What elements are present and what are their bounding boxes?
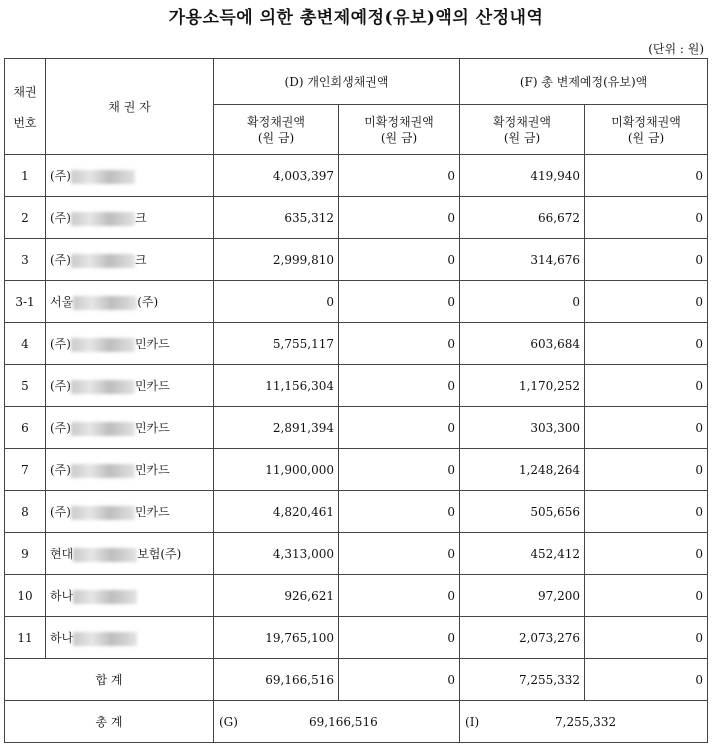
d-confirmed-header: 확정채권액 (원 금) xyxy=(214,105,339,155)
d-unconfirmed-amount: 0 xyxy=(339,323,460,365)
creditor-no: 3-1 xyxy=(5,281,46,323)
f-confirmed-amount: 603,684 xyxy=(460,323,585,365)
f-unconfirmed-amount: 0 xyxy=(585,323,708,365)
creditor-name-suffix: 민카드 xyxy=(134,337,170,351)
creditor-no: 9 xyxy=(5,533,46,575)
f-unconfirmed-amount: 0 xyxy=(585,491,708,533)
redacted-name xyxy=(71,254,135,268)
creditor-name xyxy=(46,449,214,491)
table-row xyxy=(5,239,708,281)
d-unconfirmed-amount: 0 xyxy=(339,239,460,281)
creditor-name-suffix: 크 xyxy=(134,253,147,267)
redacted-name xyxy=(73,548,137,562)
table-row xyxy=(5,575,708,617)
d-confirmed-amount: 0 xyxy=(214,281,339,323)
f-unconfirmed-amount: 0 xyxy=(585,533,708,575)
table-row xyxy=(5,491,708,533)
d-confirmed-amount: 11,900,000 xyxy=(214,449,339,491)
f-unconfirmed-amount: 0 xyxy=(585,407,708,449)
creditor-name-prefix: (주) xyxy=(50,337,71,351)
table-row xyxy=(5,197,708,239)
creditor-name-prefix: 하나 xyxy=(50,589,74,603)
d-unconfirmed-amount: 0 xyxy=(339,197,460,239)
d-confirmed-amount: 4,820,461 xyxy=(214,491,339,533)
redacted-name xyxy=(73,590,137,604)
creditor-name-prefix: (주) xyxy=(50,253,71,267)
creditor-no: 2 xyxy=(5,197,46,239)
redacted-name xyxy=(71,338,135,352)
d-confirmed-amount: 11,156,304 xyxy=(214,365,339,407)
total-i-value: 7,255,332 xyxy=(555,714,617,729)
redacted-name xyxy=(71,380,135,394)
creditor-name xyxy=(46,323,214,365)
table-row xyxy=(5,449,708,491)
d-unconfirmed-amount: 0 xyxy=(339,155,460,197)
creditor-no: 11 xyxy=(5,617,46,659)
d-unconfirmed-amount: 0 xyxy=(339,281,460,323)
table-row xyxy=(5,323,708,365)
d-confirmed-amount: 926,621 xyxy=(214,575,339,617)
f-unconfirmed-header: 미확정채권액 (원 금) xyxy=(585,105,708,155)
f-unconfirmed-amount: 0 xyxy=(585,281,708,323)
creditor-name xyxy=(46,491,214,533)
table-row xyxy=(5,407,708,449)
total-g-value: 69,166,516 xyxy=(309,714,378,729)
d-unconfirmed-amount: 0 xyxy=(339,449,460,491)
page-title: 가용소득에 의한 총변제예정(유보)액의 산정내역 xyxy=(168,8,544,28)
d-confirmed-amount: 5,755,117 xyxy=(214,323,339,365)
total-g xyxy=(214,701,460,743)
f-confirmed-amount: 1,248,264 xyxy=(460,449,585,491)
creditor-name-prefix: 하나 xyxy=(50,631,74,645)
table-row xyxy=(5,533,708,575)
d-confirmed-amount: 4,003,397 xyxy=(214,155,339,197)
table-row xyxy=(5,617,708,659)
subtotal-d-confirmed: 69,166,516 xyxy=(214,659,339,701)
creditor-name xyxy=(46,197,214,239)
f-confirmed-amount: 97,200 xyxy=(460,575,585,617)
total-g-tag: (G) xyxy=(219,714,238,729)
d-confirmed-amount: 2,891,394 xyxy=(214,407,339,449)
f-confirmed-amount: 314,676 xyxy=(460,239,585,281)
f-unconfirmed-amount: 0 xyxy=(585,197,708,239)
table-row xyxy=(5,281,708,323)
creditor-name-prefix: (주) xyxy=(50,421,71,435)
subtotal-d-unconfirmed: 0 xyxy=(339,659,460,701)
d-unconfirmed-amount: 0 xyxy=(339,365,460,407)
f-confirmed-amount: 0 xyxy=(460,281,585,323)
subtotal-f-confirmed: 7,255,332 xyxy=(460,659,585,701)
creditor-name-prefix: (주) xyxy=(50,169,71,183)
creditor-no: 10 xyxy=(5,575,46,617)
creditor-name-suffix: 민카드 xyxy=(134,463,170,477)
creditor-name-suffix: 보험(주) xyxy=(137,547,182,561)
creditor-name-prefix: 서울 xyxy=(50,295,74,309)
creditor-no: 5 xyxy=(5,365,46,407)
d-unconfirmed-amount: 0 xyxy=(339,407,460,449)
unit-label: (단위 : 원) xyxy=(648,42,704,56)
d-unconfirmed-header: 미확정채권액 (원 금) xyxy=(339,105,460,155)
d-confirmed-amount: 2,999,810 xyxy=(214,239,339,281)
f-confirmed-header: 확정채권액 (원 금) xyxy=(460,105,585,155)
f-unconfirmed-amount: 0 xyxy=(585,575,708,617)
d-confirmed-amount: 19,765,100 xyxy=(214,617,339,659)
total-i xyxy=(460,701,708,743)
total-row xyxy=(5,701,708,743)
f-confirmed-amount: 452,412 xyxy=(460,533,585,575)
creditor-name xyxy=(46,365,214,407)
repayment-table xyxy=(4,58,708,743)
creditor-name xyxy=(46,155,214,197)
d-unconfirmed-amount: 0 xyxy=(339,575,460,617)
redacted-name xyxy=(71,170,135,184)
total-label: 총 계 xyxy=(5,701,214,743)
total-i-tag: (I) xyxy=(465,714,480,729)
f-confirmed-amount: 1,170,252 xyxy=(460,365,585,407)
creditor-no: 6 xyxy=(5,407,46,449)
subtotal-f-unconfirmed: 0 xyxy=(585,659,708,701)
redacted-name xyxy=(73,296,137,310)
f-confirmed-amount: 505,656 xyxy=(460,491,585,533)
d-unconfirmed-amount: 0 xyxy=(339,491,460,533)
redacted-name xyxy=(71,464,135,478)
creditor-name-prefix: (주) xyxy=(50,505,71,519)
creditor-no: 7 xyxy=(5,449,46,491)
f-confirmed-amount: 303,300 xyxy=(460,407,585,449)
group-d-header: (D) 개인회생채권액 xyxy=(214,59,460,105)
creditor-name-prefix: (주) xyxy=(50,379,71,393)
d-unconfirmed-amount: 0 xyxy=(339,617,460,659)
creditor-no-header: 채권 번호 xyxy=(5,59,46,155)
creditor-name-suffix: 크 xyxy=(134,211,147,225)
redacted-name xyxy=(71,506,135,520)
creditor-name-prefix: 현대 xyxy=(50,547,74,561)
creditor-no: 3 xyxy=(5,239,46,281)
d-unconfirmed-amount: 0 xyxy=(339,533,460,575)
creditor-name xyxy=(46,407,214,449)
subtotal-row xyxy=(5,659,708,701)
f-unconfirmed-amount: 0 xyxy=(585,449,708,491)
creditor-name-suffix: 민카드 xyxy=(134,505,170,519)
f-unconfirmed-amount: 0 xyxy=(585,617,708,659)
table-row xyxy=(5,365,708,407)
creditor-name-suffix: (주) xyxy=(137,295,159,309)
creditor-header: 채 권 자 xyxy=(46,59,214,155)
creditor-name-suffix: 민카드 xyxy=(134,421,170,435)
table-row xyxy=(5,155,708,197)
creditor-name xyxy=(46,239,214,281)
subtotal-label: 합 계 xyxy=(5,659,214,701)
redacted-name xyxy=(73,632,137,646)
d-confirmed-amount: 4,313,000 xyxy=(214,533,339,575)
f-unconfirmed-amount: 0 xyxy=(585,365,708,407)
creditor-no: 1 xyxy=(5,155,46,197)
creditor-name-suffix: 민카드 xyxy=(134,379,170,393)
creditor-name-prefix: (주) xyxy=(50,211,71,225)
f-confirmed-amount: 419,940 xyxy=(460,155,585,197)
f-confirmed-amount: 2,073,276 xyxy=(460,617,585,659)
d-confirmed-amount: 635,312 xyxy=(214,197,339,239)
group-f-header: (F) 총 변제예정(유보)액 xyxy=(460,59,708,105)
creditor-name xyxy=(46,617,214,659)
f-unconfirmed-amount: 0 xyxy=(585,239,708,281)
redacted-name xyxy=(71,212,135,226)
creditor-name xyxy=(46,533,214,575)
creditor-no: 8 xyxy=(5,491,46,533)
redacted-name xyxy=(71,422,135,436)
creditor-name xyxy=(46,281,214,323)
creditor-name xyxy=(46,575,214,617)
f-confirmed-amount: 66,672 xyxy=(460,197,585,239)
creditor-no: 4 xyxy=(5,323,46,365)
creditor-name-prefix: (주) xyxy=(50,463,71,477)
f-unconfirmed-amount: 0 xyxy=(585,155,708,197)
